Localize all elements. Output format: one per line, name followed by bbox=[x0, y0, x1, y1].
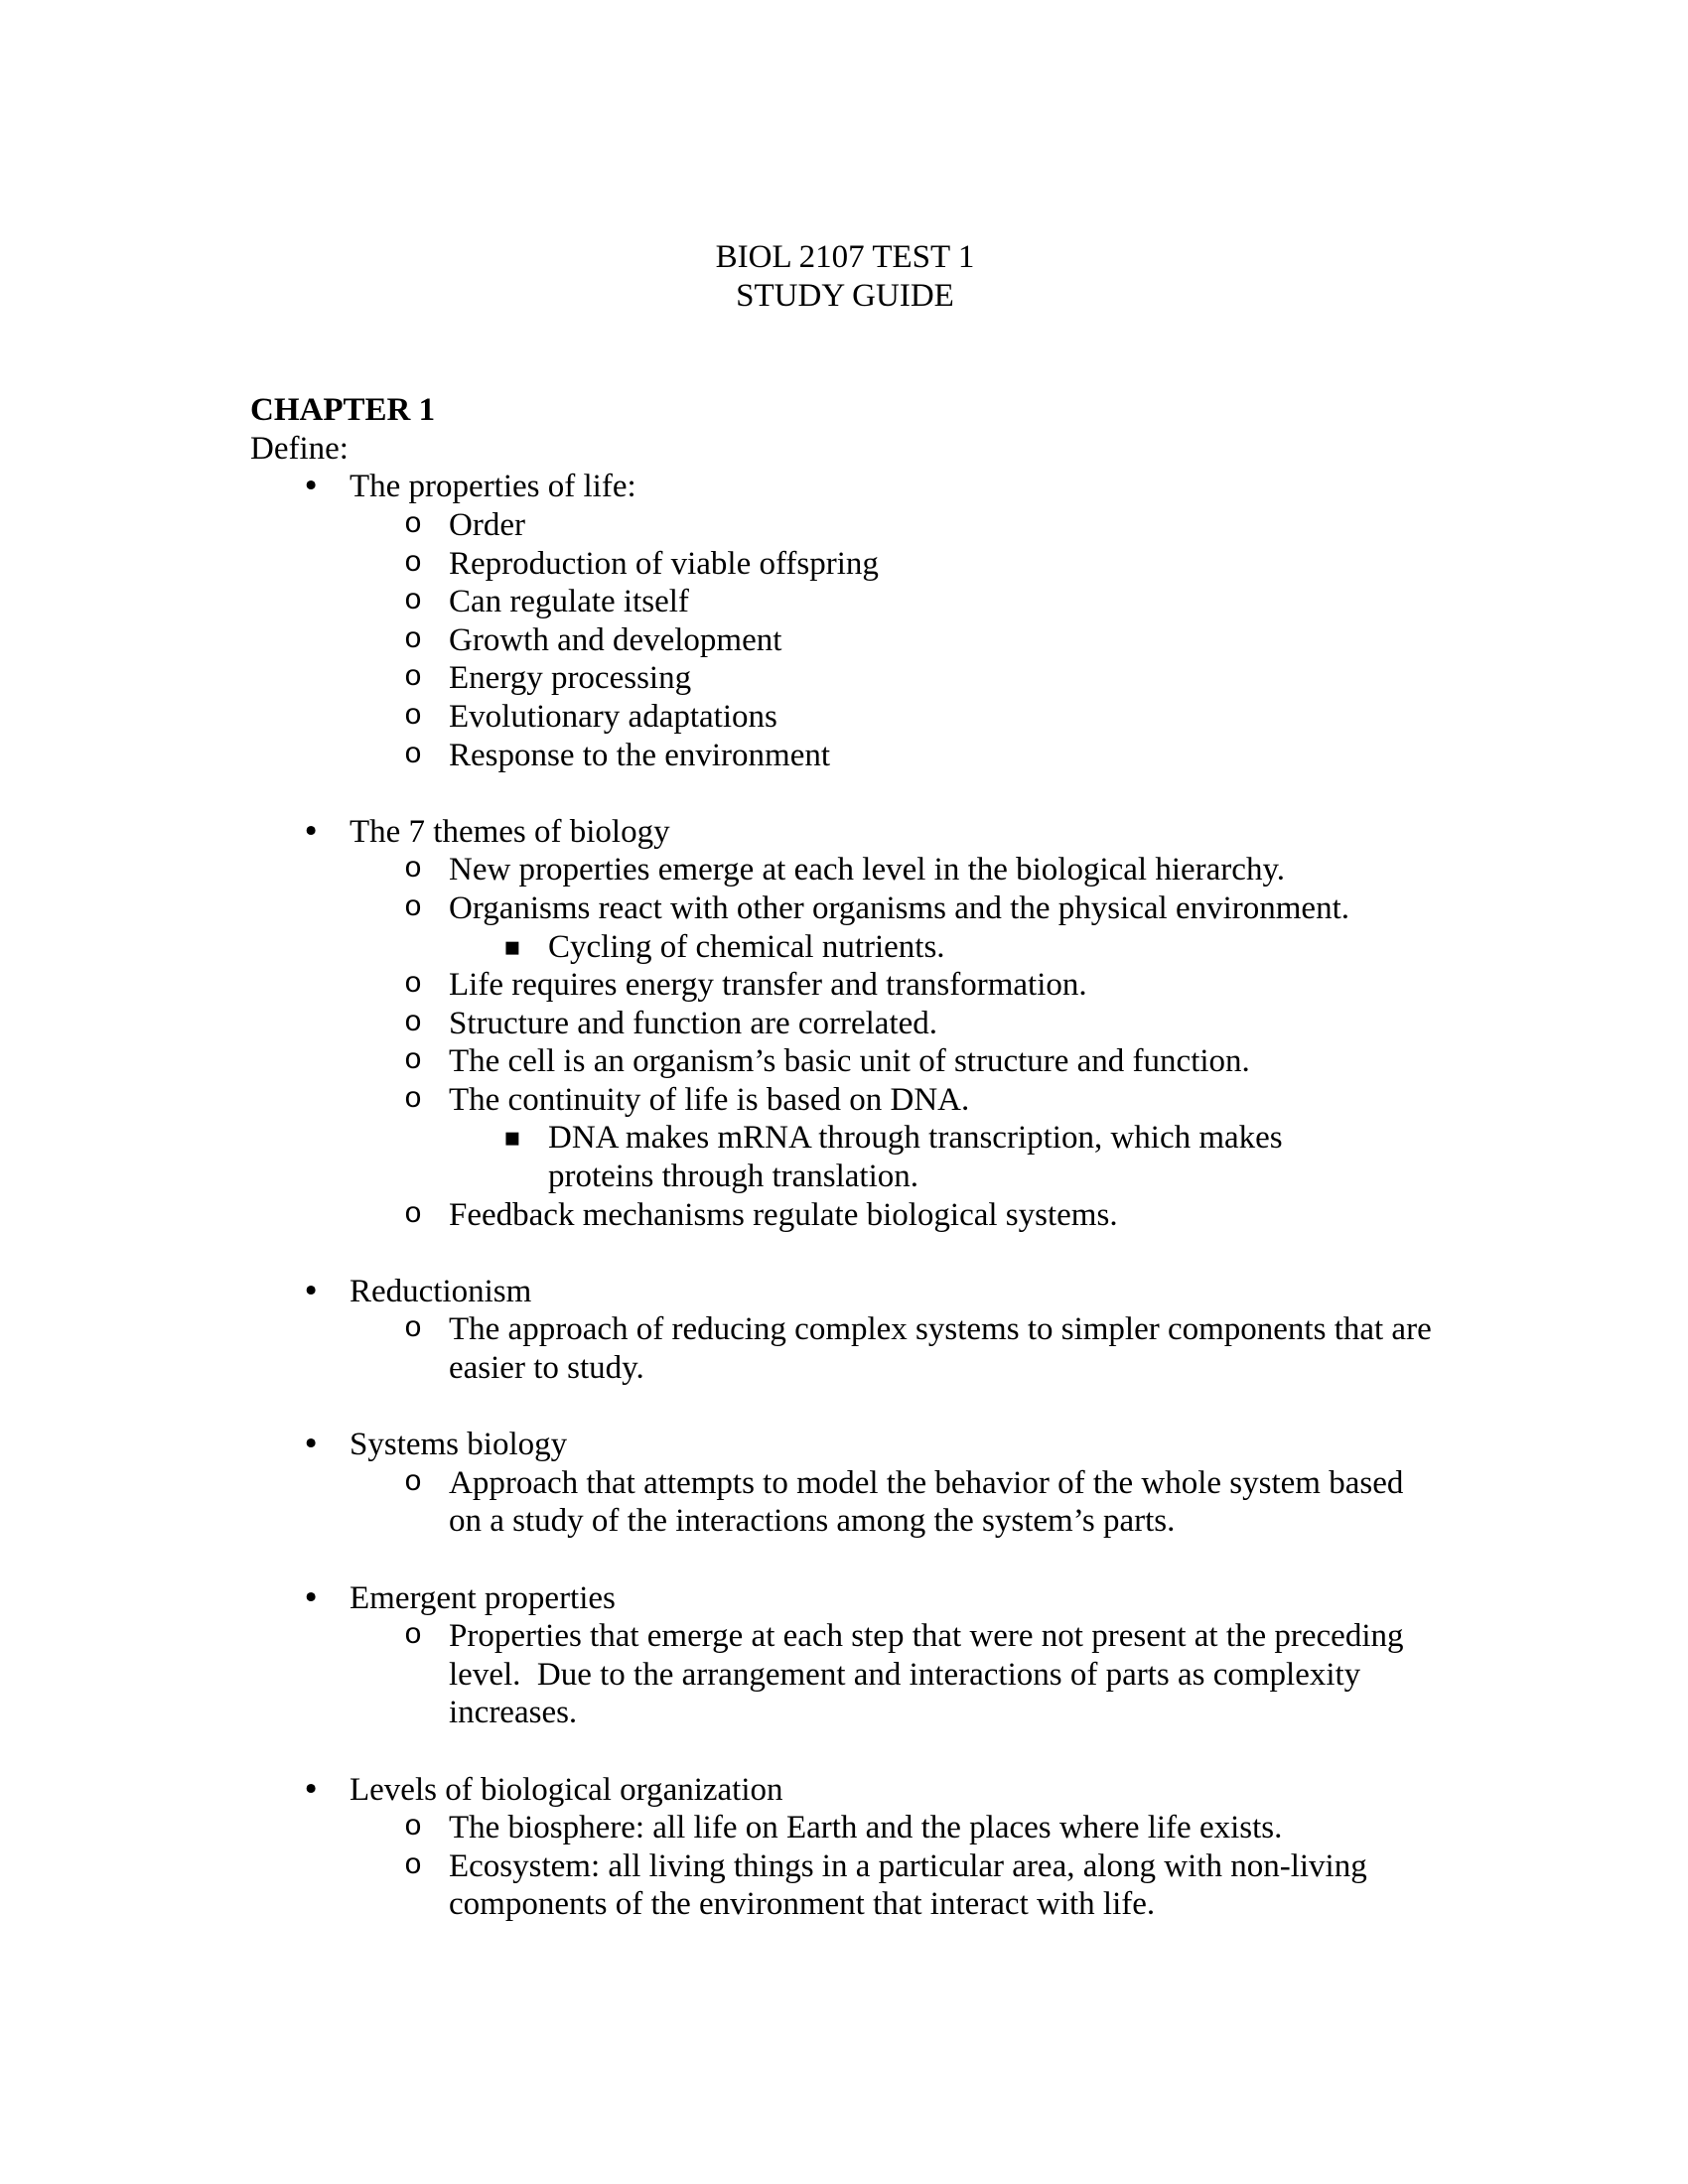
list-item bbox=[250, 659, 1440, 698]
bullet-icon: • bbox=[302, 469, 321, 505]
list-item-text: DNA makes mRNA through transcription, which makes proteins through translation. bbox=[548, 1120, 1291, 1195]
define-label: Define: bbox=[250, 430, 349, 467]
circle-bullet-icon: o bbox=[404, 507, 423, 542]
doc-title bbox=[250, 238, 1440, 315]
list-item-text: The 7 themes of biology bbox=[350, 813, 670, 850]
list-item-text: Can regulate itself bbox=[449, 584, 689, 620]
list-item bbox=[250, 468, 1440, 506]
list-item bbox=[250, 1005, 1440, 1043]
circle-bullet-icon: o bbox=[404, 585, 423, 619]
list-item-text: Approach that attempts to model the behavior of the whole system based on a study of the interactions among the system’s parts. bbox=[449, 1464, 1412, 1540]
square-bullet-icon: ▪ bbox=[503, 1123, 521, 1154]
list-item bbox=[250, 813, 1440, 852]
list-item bbox=[250, 1042, 1440, 1081]
list-item bbox=[250, 1771, 1440, 1810]
list-item-text: Ecosystem: all living things in a particular area, along with non-living components of the environment that interact with life. bbox=[449, 1847, 1375, 1923]
list-item-text: Reductionism bbox=[350, 1273, 532, 1309]
list-item-text: Levels of biological organization bbox=[350, 1771, 783, 1808]
circle-bullet-icon: o bbox=[404, 1465, 423, 1500]
outline-group bbox=[250, 1771, 1440, 1924]
list-item bbox=[250, 1617, 1440, 1732]
circle-bullet-icon: o bbox=[404, 890, 423, 925]
circle-bullet-icon: o bbox=[404, 1082, 423, 1117]
list-item bbox=[250, 928, 1440, 967]
circle-bullet-icon: o bbox=[404, 968, 423, 1003]
list-item-text: The properties of life: bbox=[350, 469, 636, 505]
circle-bullet-icon: o bbox=[404, 1811, 423, 1845]
list-item-text: Organisms react with other organisms and the physical environment. bbox=[449, 889, 1350, 926]
list-item bbox=[250, 1081, 1440, 1120]
list-item-text: Energy processing bbox=[449, 660, 692, 697]
outline-group bbox=[250, 1579, 1440, 1732]
list-item-text: Reproduction of viable offspring bbox=[449, 545, 879, 582]
list-item-text: Life requires energy transfer and transformation. bbox=[449, 967, 1087, 1004]
list-item bbox=[250, 966, 1440, 1005]
list-item bbox=[250, 889, 1440, 928]
list-item-text: Response to the environment bbox=[449, 737, 831, 773]
circle-bullet-icon: o bbox=[404, 853, 423, 887]
circle-bullet-icon: o bbox=[404, 1044, 423, 1079]
square-bullet-icon: ▪ bbox=[503, 931, 521, 962]
doc-title-line-1: BIOL 2107 TEST 1 bbox=[715, 239, 975, 275]
blank-lines bbox=[250, 315, 1440, 391]
list-item bbox=[250, 1196, 1440, 1235]
doc-title-line-2: STUDY GUIDE bbox=[736, 277, 954, 314]
circle-bullet-icon: o bbox=[404, 661, 423, 696]
list-item-text: Emergent properties bbox=[350, 1579, 616, 1616]
list-item bbox=[250, 1119, 1440, 1195]
list-item-text: Evolutionary adaptations bbox=[449, 698, 777, 735]
list-item bbox=[250, 621, 1440, 660]
list-item-text: Systems biology bbox=[350, 1427, 568, 1463]
chapter-heading: CHAPTER 1 bbox=[250, 392, 436, 429]
outline-group bbox=[250, 813, 1440, 1235]
bullet-icon: • bbox=[302, 813, 321, 850]
bullet-icon: • bbox=[302, 1579, 321, 1616]
list-item bbox=[250, 1426, 1440, 1464]
list-item-text: The approach of reducing complex systems to simpler components that are easier to study. bbox=[449, 1311, 1440, 1387]
list-item bbox=[250, 1847, 1440, 1924]
list-item bbox=[250, 1464, 1440, 1541]
list-item-text: Cycling of chemical nutrients. bbox=[548, 928, 945, 965]
outline-group bbox=[250, 1273, 1440, 1388]
circle-bullet-icon: o bbox=[404, 1848, 423, 1883]
list-item-text: The cell is an organism’s basic unit of structure and function. bbox=[449, 1043, 1250, 1080]
outline-group bbox=[250, 468, 1440, 774]
list-item-text: Feedback mechanisms regulate biological systems. bbox=[449, 1196, 1118, 1233]
list-item bbox=[250, 698, 1440, 737]
list-item-text: Order bbox=[449, 506, 525, 543]
list-item bbox=[250, 506, 1440, 545]
circle-bullet-icon: o bbox=[404, 738, 423, 772]
bullet-icon: • bbox=[302, 1427, 321, 1463]
list-item bbox=[250, 1273, 1440, 1311]
circle-bullet-icon: o bbox=[404, 622, 423, 657]
list-item-text: Structure and function are correlated. bbox=[449, 1005, 938, 1041]
bullet-icon: • bbox=[302, 1771, 321, 1808]
list-item-text: The biosphere: all life on Earth and the places where life exists. bbox=[449, 1810, 1283, 1846]
list-item bbox=[250, 737, 1440, 775]
bullet-icon: • bbox=[302, 1273, 321, 1309]
list-item bbox=[250, 851, 1440, 889]
list-item-text: New properties emerge at each level in the biological hierarchy. bbox=[449, 852, 1286, 888]
circle-bullet-icon: o bbox=[404, 699, 423, 734]
list-item-text: Growth and development bbox=[449, 621, 782, 658]
circle-bullet-icon: o bbox=[404, 1006, 423, 1040]
outline-group bbox=[250, 1426, 1440, 1541]
circle-bullet-icon: o bbox=[404, 1619, 423, 1654]
circle-bullet-icon: o bbox=[404, 1312, 423, 1347]
list-item bbox=[250, 1579, 1440, 1618]
circle-bullet-icon: o bbox=[404, 546, 423, 581]
circle-bullet-icon: o bbox=[404, 1197, 423, 1232]
list-item-text: Properties that emerge at each step that were not present at the preceding level. Due to the arrangement and interactions of parts as complexity increases. bbox=[449, 1618, 1412, 1731]
list-item-text: The continuity of life is based on DNA. bbox=[449, 1081, 970, 1118]
list-item bbox=[250, 583, 1440, 621]
list-item bbox=[250, 1310, 1440, 1387]
list-item bbox=[250, 545, 1440, 584]
list-item bbox=[250, 1809, 1440, 1847]
